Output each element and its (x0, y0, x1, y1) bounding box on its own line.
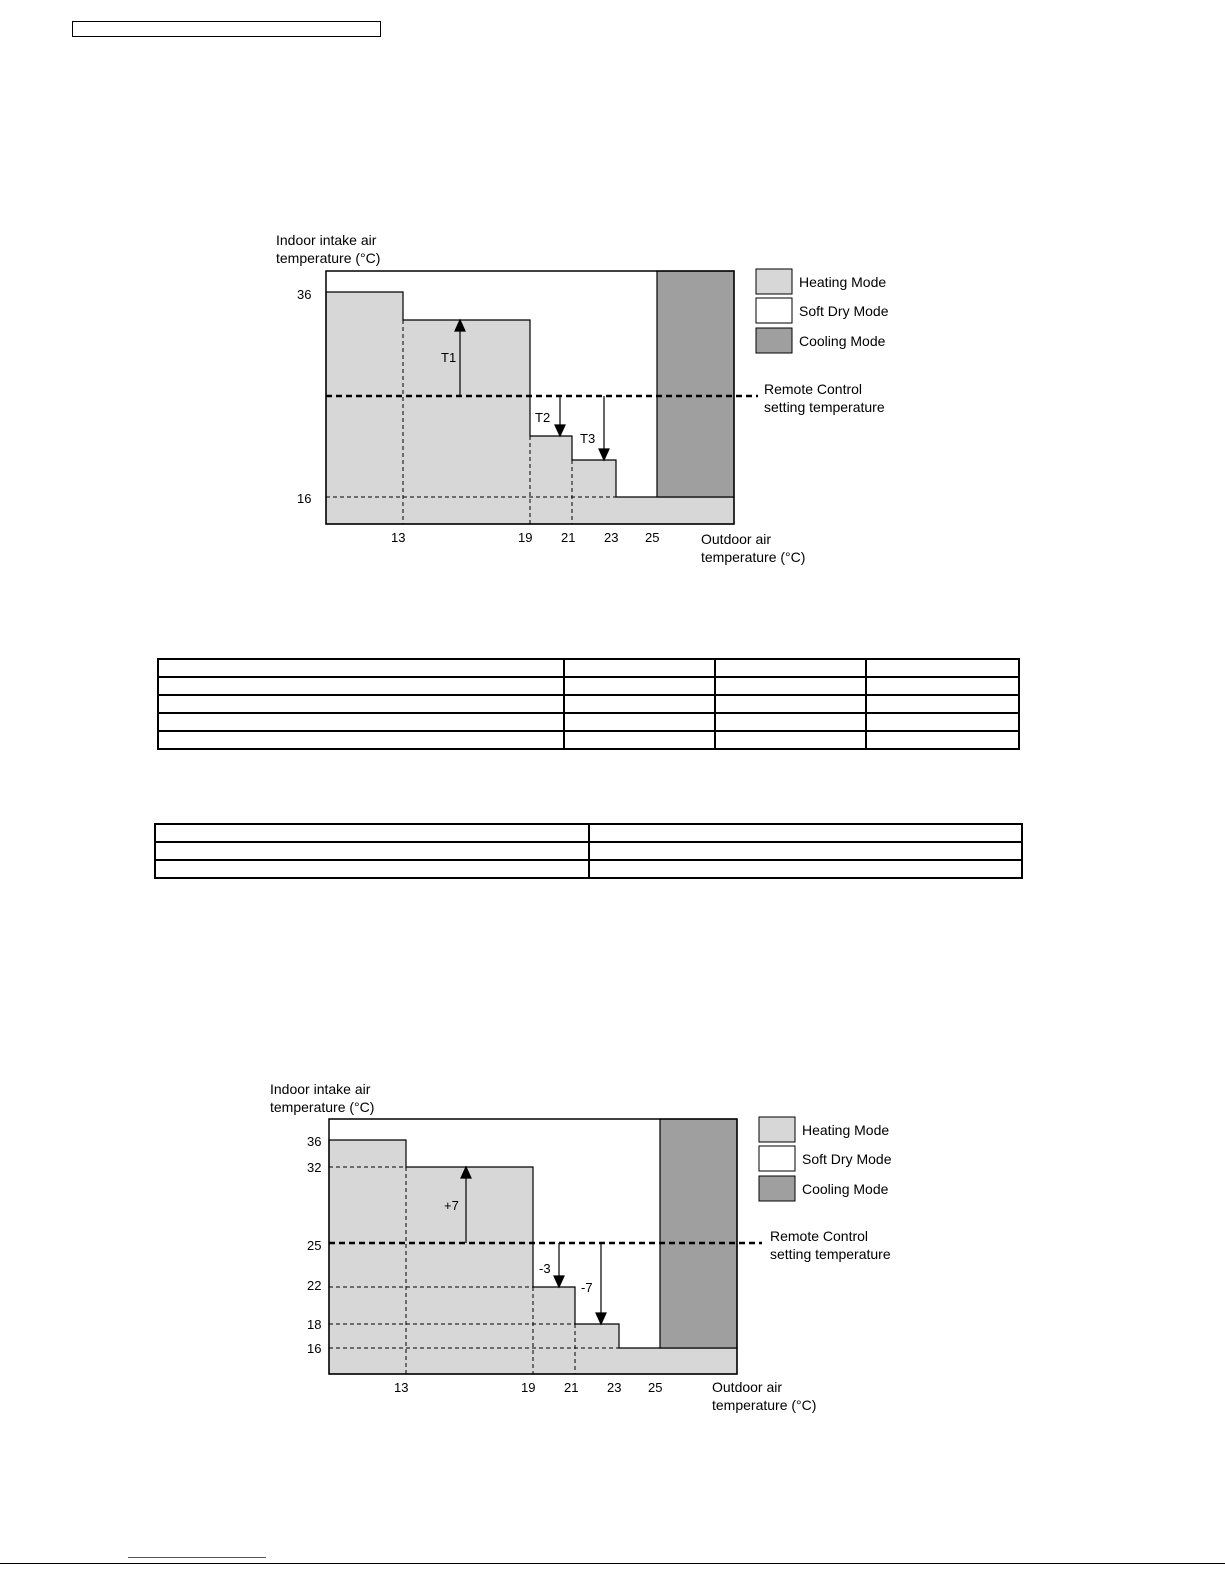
table-cell (715, 731, 866, 749)
chart2-x-tick-25: 25 (648, 1380, 663, 1395)
chart1-x-title-line2: temperature (°C) (701, 549, 806, 565)
chart1-y-title-line2: temperature (°C) (276, 250, 381, 266)
chart2-x-title-line2: temperature (°C) (712, 1397, 817, 1413)
chart1-legend-swatch-cooling (756, 328, 792, 353)
chart1-x-tick-25: 25 (645, 530, 660, 545)
table-cell (564, 677, 715, 695)
chart1-x-tick-23: 23 (604, 530, 619, 545)
chart1-x-tick-19: 19 (518, 530, 533, 545)
table-row (158, 677, 1019, 695)
chart2-legend-swatch-softdry (759, 1146, 795, 1171)
table-cell (564, 731, 715, 749)
table-cell (155, 824, 589, 842)
chart1-y-tick-36: 36 (297, 287, 312, 302)
chart1-legend-swatch-softdry (756, 298, 792, 323)
chart2-label-minus3: -3 (539, 1261, 551, 1276)
chart2-y-tick-32: 32 (307, 1160, 322, 1175)
table-cell (715, 695, 866, 713)
chart-1 (0, 0, 1225, 600)
chart2-y-tick-36: 36 (307, 1134, 322, 1149)
chart1-x-tick-13: 13 (391, 530, 406, 545)
table-cell (158, 659, 564, 677)
table-row (158, 695, 1019, 713)
chart1-legend-cooling: Cooling Mode (799, 333, 886, 349)
table-row (158, 713, 1019, 731)
footer-rule (0, 1563, 1225, 1564)
chart2-y-tick-22: 22 (307, 1278, 322, 1293)
table-cell (155, 860, 589, 878)
chart2-x-tick-21: 21 (564, 1380, 579, 1395)
chart1-label-t1: T1 (441, 350, 457, 365)
table-cell (155, 842, 589, 860)
table-row (155, 824, 1022, 842)
table-cell (715, 659, 866, 677)
table-cell (564, 659, 715, 677)
chart1-reference-label-line2: setting temperature (764, 399, 885, 415)
chart1-label-t2: T2 (535, 410, 551, 425)
table-cell (158, 713, 564, 731)
chart2-label-minus7: -7 (581, 1280, 593, 1295)
table-cell (866, 659, 1019, 677)
chart2-reference-label-line2: setting temperature (770, 1246, 891, 1262)
table-cell (866, 677, 1019, 695)
chart1-label-t3: T3 (580, 431, 596, 446)
table-cell (715, 677, 866, 695)
chart2-legend-swatch-heating (759, 1117, 795, 1142)
chart2-x-tick-19: 19 (521, 1380, 536, 1395)
table-cell (158, 677, 564, 695)
chart1-x-title-line1: Outdoor air (701, 531, 772, 547)
chart2-legend-swatch-cooling (759, 1176, 795, 1201)
chart2-x-title-line1: Outdoor air (712, 1379, 783, 1395)
chart1-legend-swatch-heating (756, 269, 792, 294)
table-cell (589, 842, 1022, 860)
chart2-label-plus7: +7 (444, 1198, 459, 1213)
chart1-legend-heating: Heating Mode (799, 274, 887, 290)
chart1-y-tick-16: 16 (297, 491, 312, 506)
table-row (155, 860, 1022, 878)
table-row (155, 842, 1022, 860)
table-cell (158, 731, 564, 749)
chart1-legend-softdry: Soft Dry Mode (799, 303, 889, 319)
footer-link-underline[interactable] (128, 1557, 266, 1558)
table-row (158, 731, 1019, 749)
table-row (158, 659, 1019, 677)
chart1-cooling-region (657, 271, 734, 497)
table-cell (564, 713, 715, 731)
table-2 (154, 823, 1023, 879)
table-1 (157, 658, 1020, 750)
table-cell (158, 695, 564, 713)
chart2-legend-cooling: Cooling Mode (802, 1181, 889, 1197)
chart2-y-title-line1: Indoor intake air (270, 1081, 371, 1097)
chart2-y-tick-16: 16 (307, 1341, 322, 1356)
table-cell (866, 713, 1019, 731)
chart2-reference-label-line1: Remote Control (770, 1228, 869, 1244)
chart1-x-tick-21: 21 (561, 530, 576, 545)
chart2-y-title-line2: temperature (°C) (270, 1099, 375, 1115)
table-cell (866, 695, 1019, 713)
chart2-legend-heating: Heating Mode (802, 1122, 890, 1138)
chart1-reference-label-line1: Remote Control (764, 381, 863, 397)
table-cell (866, 731, 1019, 749)
chart2-x-tick-13: 13 (394, 1380, 409, 1395)
chart2-legend-softdry: Soft Dry Mode (802, 1151, 892, 1167)
table-cell (715, 713, 866, 731)
chart2-x-tick-23: 23 (607, 1380, 622, 1395)
chart2-y-tick-18: 18 (307, 1317, 322, 1332)
table-cell (564, 695, 715, 713)
table-cell (589, 824, 1022, 842)
chart-2 (0, 1060, 1225, 1440)
chart2-y-tick-25: 25 (307, 1238, 322, 1253)
chart2-cooling-region (660, 1119, 737, 1348)
chart1-y-title-line1: Indoor intake air (276, 232, 377, 248)
table-cell (589, 860, 1022, 878)
